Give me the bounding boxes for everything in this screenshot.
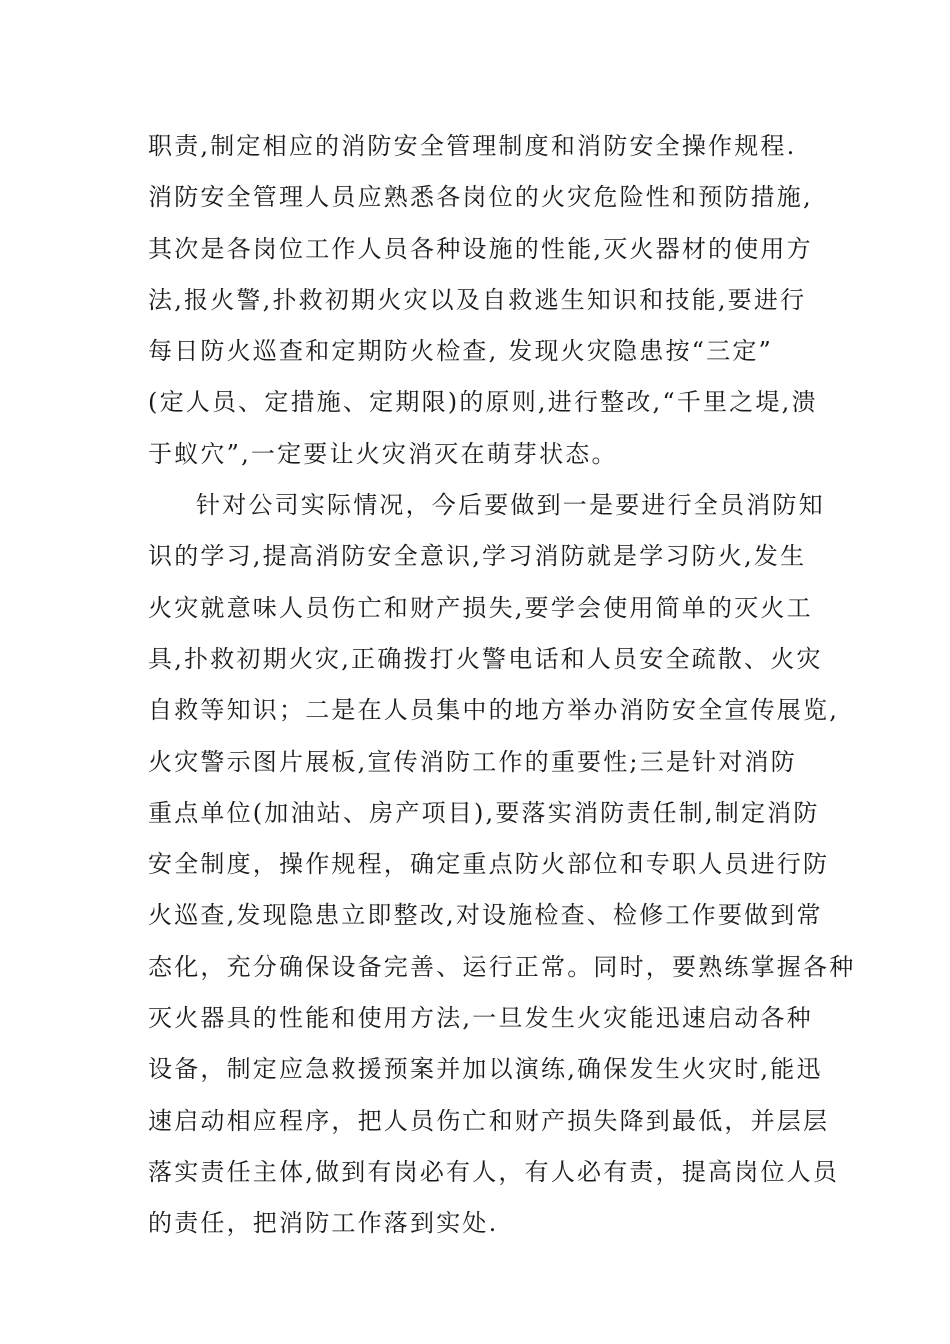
text-line: 态化，充分确保设备完善、运行正常。同时，要熟练掌握各种 bbox=[148, 952, 856, 981]
text-line: 的责任，把消防工作落到实处. bbox=[148, 1209, 499, 1238]
text-line: 安全制度，操作规程，确定重点防火部位和专职人员进行防 bbox=[148, 850, 830, 879]
text-line: 具,扑救初期火灾,正确拨打火警电话和人员安全疏散、火灾 bbox=[148, 644, 823, 673]
text-line: 火灾就意味人员伤亡和财产损失,要学会使用简单的灭火工 bbox=[148, 593, 813, 622]
text-line: 法,报火警,扑救初期火灾以及自救逃生知识和技能,要进行 bbox=[148, 285, 807, 314]
text-line: (定人员、定措施、定期限)的原则,进行整改,“千里之堤,溃 bbox=[148, 388, 818, 417]
text-line: 于蚁穴”,一定要让火灾消灭在萌芽状态。 bbox=[148, 439, 618, 468]
text-line: 火巡查,发现隐患立即整改,对设施检查、检修工作要做到常 bbox=[148, 901, 823, 930]
text-line: 设备，制定应急救援预案并加以演练,确保发生火灾时,能迅 bbox=[148, 1055, 823, 1084]
text-line: 重点单位(加油站、房产项目),要落实消防责任制,制定消防 bbox=[148, 798, 820, 827]
paragraph-first-line: 针对公司实际情况，今后要做到一是要进行全员消防知 bbox=[196, 491, 825, 520]
text-line: 消防安全管理人员应熟悉各岗位的火灾危险性和预防措施, bbox=[148, 183, 813, 212]
document-body bbox=[148, 121, 856, 1250]
text-line: 自救等知识；二是在人员集中的地方举办消防安全宣传展览, bbox=[148, 696, 840, 725]
text-line: 落实责任主体,做到有岗必有人，有人必有责，提高岗位人员 bbox=[148, 1157, 840, 1186]
text-line: 其次是各岗位工作人员各种设施的性能,灭火器材的使用方 bbox=[148, 234, 813, 263]
text-line: 每日防火巡查和定期防火检查, 发现火灾隐患按“三定” bbox=[148, 337, 773, 366]
text-line: 职责,制定相应的消防安全管理制度和消防安全操作规程. bbox=[148, 132, 797, 160]
text-line: 识的学习,提高消防安全意识,学习消防就是学习防火,发生 bbox=[148, 542, 807, 571]
text-line: 火灾警示图片展板,宣传消防工作的重要性;三是针对消防 bbox=[148, 747, 797, 776]
text-line: 速启动相应程序，把人员伤亡和财产损失降到最低，并层层 bbox=[148, 1106, 830, 1135]
text-line: 灭火器具的性能和使用方法,一旦发生火灾能迅速启动各种 bbox=[148, 1004, 813, 1033]
